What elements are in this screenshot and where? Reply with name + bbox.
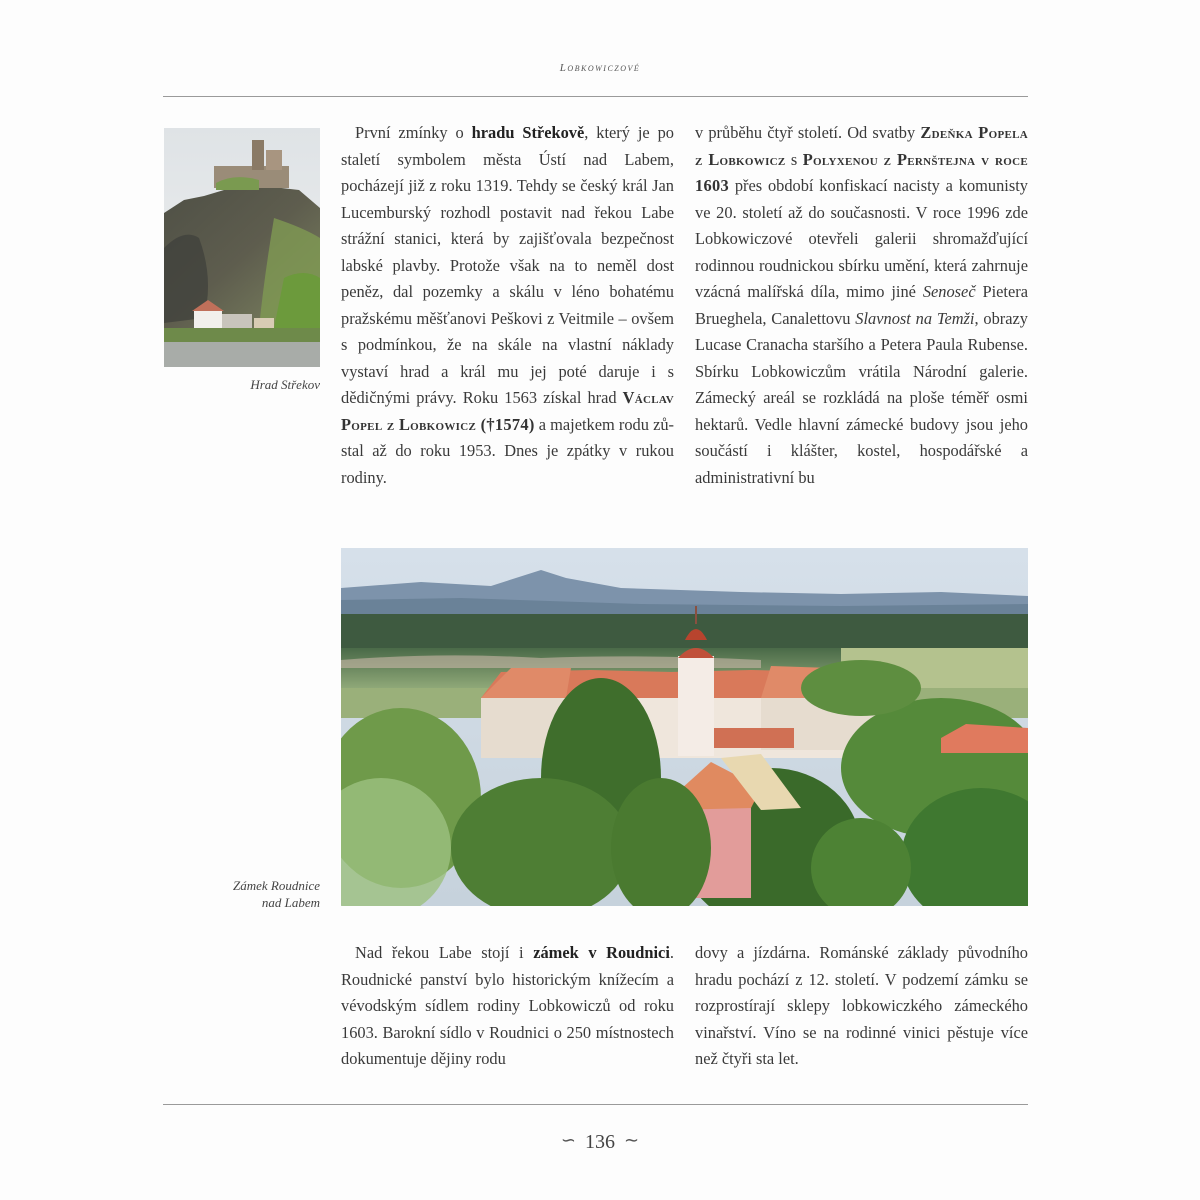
text-run: přes období konfiskací nacisty a komunisty ve 20. století až do současnosti. V roce 1996 zde Lobkowiczové otevřeli galerii shromažďující rodinnou roudnickou sbírku umění, která zahrnuje vzácná malířská díla, mimo jiné xyxy=(695,176,1028,301)
header-rule xyxy=(163,96,1028,97)
text-run: s xyxy=(785,149,803,169)
text-run: , který je po staletí symbolem města Ústí nad Labem, pocházejí již z roku 1319. Tehdy se český král Jan Lucemburský rozhodl postavit nad řekou Labe strážní stanici, která by zajišťovala bezpečnost labské plavby. Protože však na to neměl dost peněz, dal pozemky a skálu v léno bohatému pražskému měšťanovi Peškovi z Veitmile – ovšem s podmínkou, že na skále na vlastní náklady vystaví hrad a král mu jej poté daruje i s dědičnými právy. Roku 1563 získal hrad xyxy=(341,123,674,407)
small-photo-caption: Hrad Střekov xyxy=(250,377,320,392)
page-number: 136 xyxy=(585,1131,615,1153)
paragraph-continued xyxy=(695,120,1028,491)
ornament-left-icon: ∽ xyxy=(560,1130,576,1150)
footer-rule xyxy=(163,1104,1028,1105)
paragraph-roudnice xyxy=(341,940,674,1073)
chateau-roudnice-photo xyxy=(341,548,1028,906)
castle-strekov-photo xyxy=(164,128,320,367)
text-run: . Roudnické panství bylo historickým knížecím a vévodským sídlem rodiny Lobkowiczů od roku 1603. Barokní sídlo v Roudnici o 250 místnostech dokumentuje dějiny rodu xyxy=(341,943,674,1068)
paragraph-continued: dovy a jízdárna. Románské základy původního hradu pochází z 12. století. V podzemí zámku se rozprostírají sklepy lobkowiczkého zámeckého vinařství. Víno se na rodinné vinici pěstuje více než čtyři sta let. xyxy=(695,943,1028,1068)
person-name: Václav Popel z Lobkowicz xyxy=(341,388,674,434)
text-column-1 xyxy=(341,120,674,491)
text-column-4 xyxy=(695,940,1028,1073)
death-year: (†1574) xyxy=(476,414,535,434)
page-footer xyxy=(0,1130,1200,1154)
caption-line-2: nad Labem xyxy=(261,895,320,910)
text-column-3 xyxy=(341,940,674,1073)
text-run: v průběhu čtyř století. Od svatby xyxy=(695,123,921,142)
large-photo-caption xyxy=(164,877,320,911)
text-run: První zmínky o xyxy=(355,123,472,142)
text-run: a majetkem rodu zůstal až do roku 1953. Dnes je zpátky v rukou rodiny. xyxy=(341,414,675,487)
artwork-title: Senoseč xyxy=(922,282,976,301)
ornament-right-icon: ∼ xyxy=(624,1130,640,1150)
caption-line-1: Zámek Roudnice xyxy=(232,878,320,893)
bold-term: hradu Střekově xyxy=(471,123,585,142)
paragraph-strekov xyxy=(341,120,674,491)
artwork-title: Slavnost na Temži xyxy=(855,308,975,328)
bold-term: zámek v Roudnici xyxy=(533,943,670,962)
text-column-2 xyxy=(695,120,1028,491)
person-name: Zdeňka Popela z Lobkowicz xyxy=(695,123,1029,169)
person-name: Polyxenou z Pernštejna v roce 1603 xyxy=(695,149,1029,195)
text-run: , obrazy Lucase Cranacha staršího a Petera Paula Rubense. Sbírku Lobkowiczům vrátila Národní galerie. Zámecký areál se rozkládá na ploše téměř osmi hektarů. Vedle hlavní zámecké budovy jsou jeho součástí i klášter, kostel, hospodářské a administrativní bu xyxy=(695,308,1028,487)
text-run: Pietera Brueghela, Canalettovu xyxy=(695,282,1028,328)
text-run: Nad řekou Labe stojí i xyxy=(355,943,534,962)
running-head: Lobkowiczové xyxy=(559,62,641,74)
